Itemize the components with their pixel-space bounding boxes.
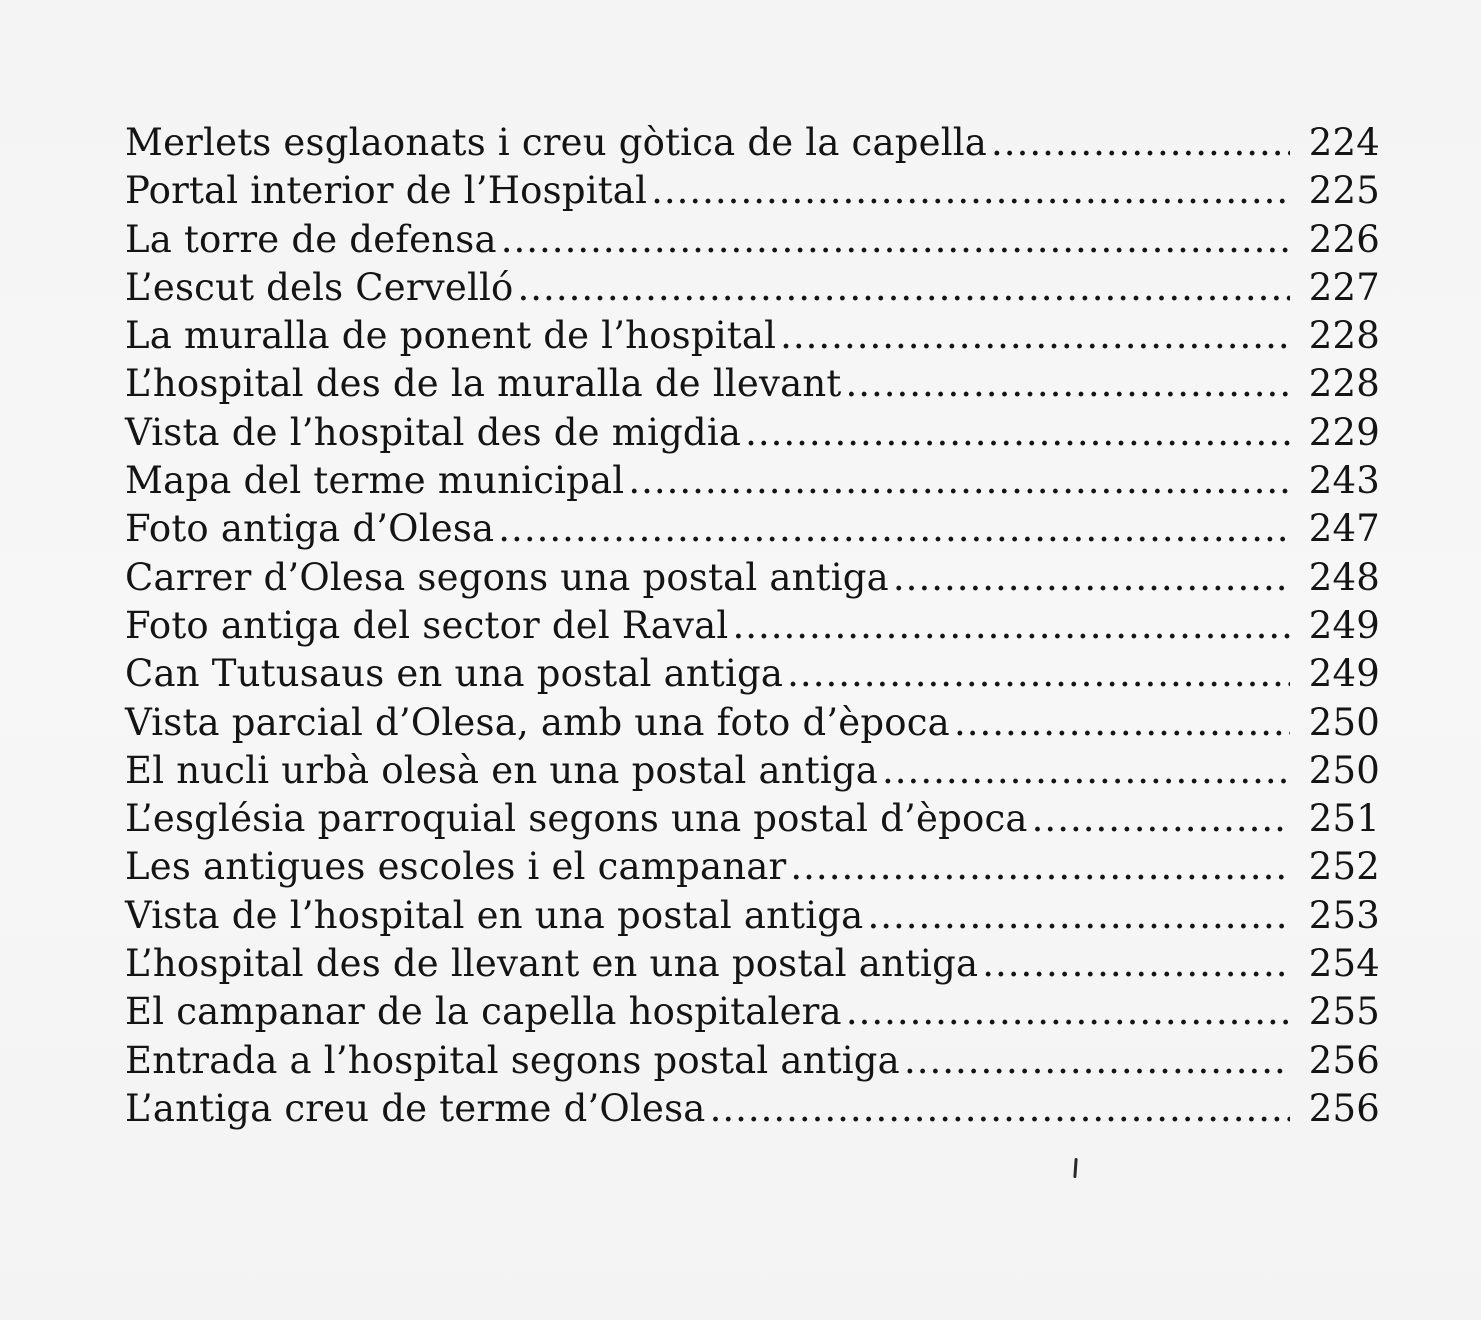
entry-title: L’antiga creu de terme d’Olesa [125, 1086, 706, 1130]
entry-page-number: 256 [1308, 1086, 1380, 1130]
dot-leader [780, 314, 1290, 357]
index-entry [125, 701, 1380, 749]
index-entry [125, 894, 1380, 942]
entry-title: Foto antiga del sector del Raval [125, 603, 729, 647]
index-entry [125, 942, 1380, 990]
entry-page-number: 248 [1308, 555, 1380, 599]
entry-page-number: 253 [1308, 893, 1380, 937]
index-entry [125, 1087, 1380, 1135]
entry-page-number: 225 [1308, 169, 1380, 213]
entry-title: L’escut dels Cervelló [125, 265, 514, 309]
entry-title: Foto antiga d’Olesa [125, 507, 495, 551]
index-entry [125, 314, 1380, 362]
entry-page-number: 249 [1308, 603, 1380, 647]
entry-page-number: 252 [1308, 845, 1380, 889]
entry-title: La torre de defensa [125, 217, 497, 261]
dot-leader [498, 507, 1290, 550]
entry-title: Merlets esglaonats i creu gòtica de la capella [125, 121, 988, 164]
entry-title: Vista de l’hospital des de migdia [125, 410, 742, 454]
entry-title: Les antigues escoles i el campanar [125, 845, 787, 889]
dot-leader [710, 1087, 1290, 1130]
index-entry [125, 845, 1380, 893]
entry-page-number: 256 [1308, 1038, 1380, 1082]
dot-leader [882, 749, 1290, 792]
entry-title: L’església parroquial segons una postal d’època [125, 797, 1028, 841]
dot-leader [867, 894, 1290, 937]
dot-leader [790, 845, 1290, 888]
entry-page-number: 243 [1308, 459, 1380, 503]
index-entry [125, 266, 1380, 314]
index-entry [125, 218, 1380, 266]
entry-title: Can Tutusaus en una postal antiga [125, 652, 784, 696]
entry-page-number: 250 [1308, 748, 1380, 792]
entry-page-number: 229 [1308, 410, 1380, 454]
index-entry [125, 652, 1380, 700]
entry-page-number: 250 [1308, 700, 1380, 744]
entry-title: Vista parcial d’Olesa, amb una foto d’època [125, 700, 950, 744]
entry-title: Vista de l’hospital en una postal antiga [125, 893, 864, 937]
entry-title: Portal interior de l’Hospital [125, 169, 648, 213]
dot-leader [628, 459, 1290, 502]
dot-leader [982, 942, 1290, 985]
index-entry [125, 121, 1380, 169]
dot-leader [954, 701, 1290, 744]
entry-page-number: 227 [1308, 265, 1380, 309]
entry-page-number: 228 [1308, 314, 1380, 358]
entry-page-number: 254 [1308, 942, 1380, 986]
entry-title: L’hospital des de llevant en una postal antiga [125, 942, 979, 986]
dot-leader [904, 1039, 1290, 1082]
entry-title: Carrer d’Olesa segons una postal antiga [125, 555, 889, 599]
entry-title: El nucli urbà olesà en una postal antiga [125, 748, 879, 792]
entry-page-number: 247 [1308, 507, 1380, 551]
index-entry [125, 411, 1380, 459]
dot-leader [991, 121, 1290, 164]
index-entry [125, 749, 1380, 797]
dot-leader [732, 604, 1290, 647]
entry-title: Entrada a l’hospital segons postal antiga [125, 1038, 900, 1082]
entry-page-number: 224 [1308, 121, 1380, 164]
index-entry [125, 990, 1380, 1038]
entry-title: La muralla de ponent de l’hospital [125, 314, 777, 358]
entry-page-number: 226 [1308, 217, 1380, 261]
index-entry [125, 1039, 1380, 1087]
entry-page-number: 251 [1308, 797, 1380, 841]
entry-title: L’hospital des de la muralla de llevant [125, 362, 842, 406]
index-entry [125, 169, 1380, 217]
entry-title: Mapa del terme municipal [125, 459, 625, 503]
dot-leader [846, 990, 1290, 1033]
dot-leader [651, 169, 1290, 212]
dot-leader [745, 411, 1290, 454]
dot-leader [787, 652, 1290, 695]
entry-page-number: 249 [1308, 652, 1380, 696]
dot-leader [1032, 797, 1290, 840]
dot-leader [518, 266, 1290, 309]
index-entry [125, 459, 1380, 507]
index-entry [125, 604, 1380, 652]
dot-leader [893, 556, 1290, 599]
entry-page-number: 228 [1308, 362, 1380, 406]
index-entry [125, 362, 1380, 410]
entry-page-number: 255 [1308, 990, 1380, 1034]
index-entry [125, 556, 1380, 604]
illustrations-index [125, 121, 1380, 1135]
dot-leader [501, 218, 1290, 261]
ink-mark [1073, 1158, 1077, 1178]
index-entry [125, 797, 1380, 845]
index-entry [125, 507, 1380, 555]
dot-leader [845, 362, 1290, 405]
entry-title: El campanar de la capella hospitalera [125, 990, 842, 1034]
